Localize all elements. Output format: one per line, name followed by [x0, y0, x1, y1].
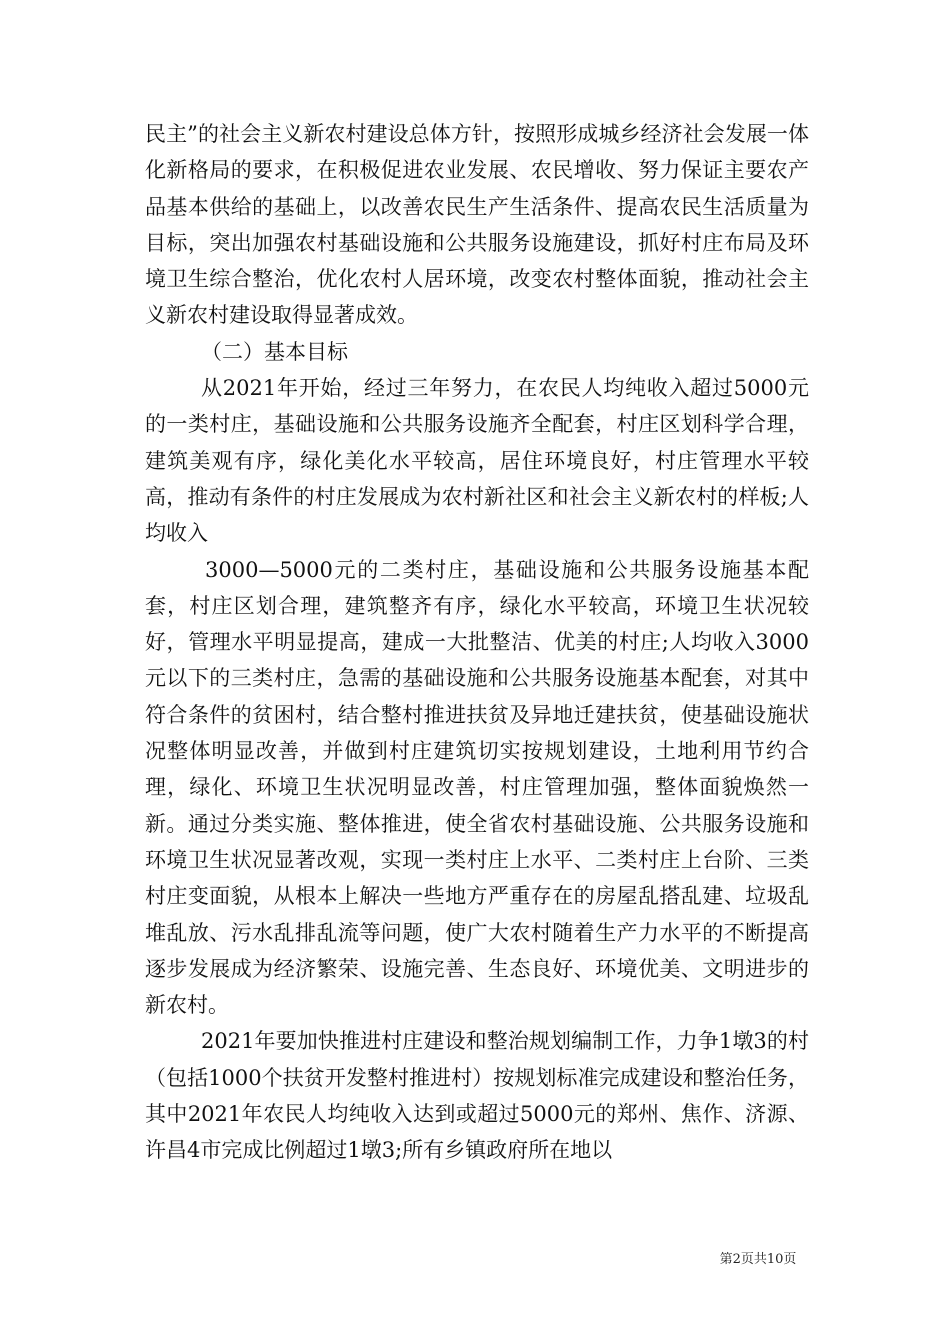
paragraph-policy-continuation: 民主”的社会主义新农村建设总体方针，按照形成城乡经济社会发展一体化新格局的要求，在积极促进农业发展、农民增收、努力保证主要农产品基本供给的基础上，以改善农民生产生活条件、提高农民生活质量为目标，突出加强农村基础设施和公共服务设施建设，抓好村庄布局及环境卫生综合整治，优化农村人居环境，改变农村整体面貌，推动社会主义新农村建设取得显著成效。	[145, 122, 809, 328]
page-number: 第2页共10页	[719, 1252, 797, 1267]
paragraph-goal-class-two-three: 3000—5000元的二类村庄，基础设施和公共服务设施基本配套，村庄区划合理，建筑整齐有序，绿化水平较高，环境卫生状况较好，管理水平明显提高，建成一大批整洁、优美的村庄;人均收入3000元以下的三类村庄，急需的基础设施和公共服务设施基本配套，对其中符合条件的贫困村，结合整村推进扶贫及异地迁建扶贫，使基础设施状况整体明显改善，并做到村庄建筑切实按规划建设，土地利用节约合理，绿化、环境卫生状况明显改善，村庄管理加强，整体面貌焕然一新。通过分类实施、整体推进，使全省农村基础设施、公共服务设施和环境卫生状况显著改观，实现一类村庄上水平、二类村庄上台阶、三类村庄变面貌，从根本上解决一些地方严重存在的房屋乱搭乱建、垃圾乱堆乱放、污水乱排乱流等问题，使广大农村随着生产力水平的不断提高逐步发展成为经济繁荣、设施完善、生态良好、环境优美、文明进步的新农村。	[145, 557, 809, 1018]
section-heading: （二）基本目标	[201, 339, 348, 364]
page-footer	[0, 1248, 950, 1267]
paragraph-goal-class-one: 从2021年开始，经过三年努力，在农民人均纯收入超过5000元的一类村庄，基础设施和公共服务设施齐全配套，村庄区划科学合理，建筑美观有序，绿化美化水平较高，居住环境良好，村庄管理水平较高，推动有条件的村庄发展成为农村新社区和社会主义新农村的样板;人均收入	[145, 376, 809, 546]
document-body	[145, 116, 809, 1169]
paragraph-plan-2021: 2021年要加快推进村庄建设和整治规划编制工作，力争1墩3的村（包括1000个扶贫开发整村推进村）按规划标准完成建设和整治任务，其中2021年农民人均纯收入达到或超过5000元的郑州、焦作、济源、许昌4市完成比例超过1墩3;所有乡镇政府所在地以	[145, 1029, 809, 1163]
